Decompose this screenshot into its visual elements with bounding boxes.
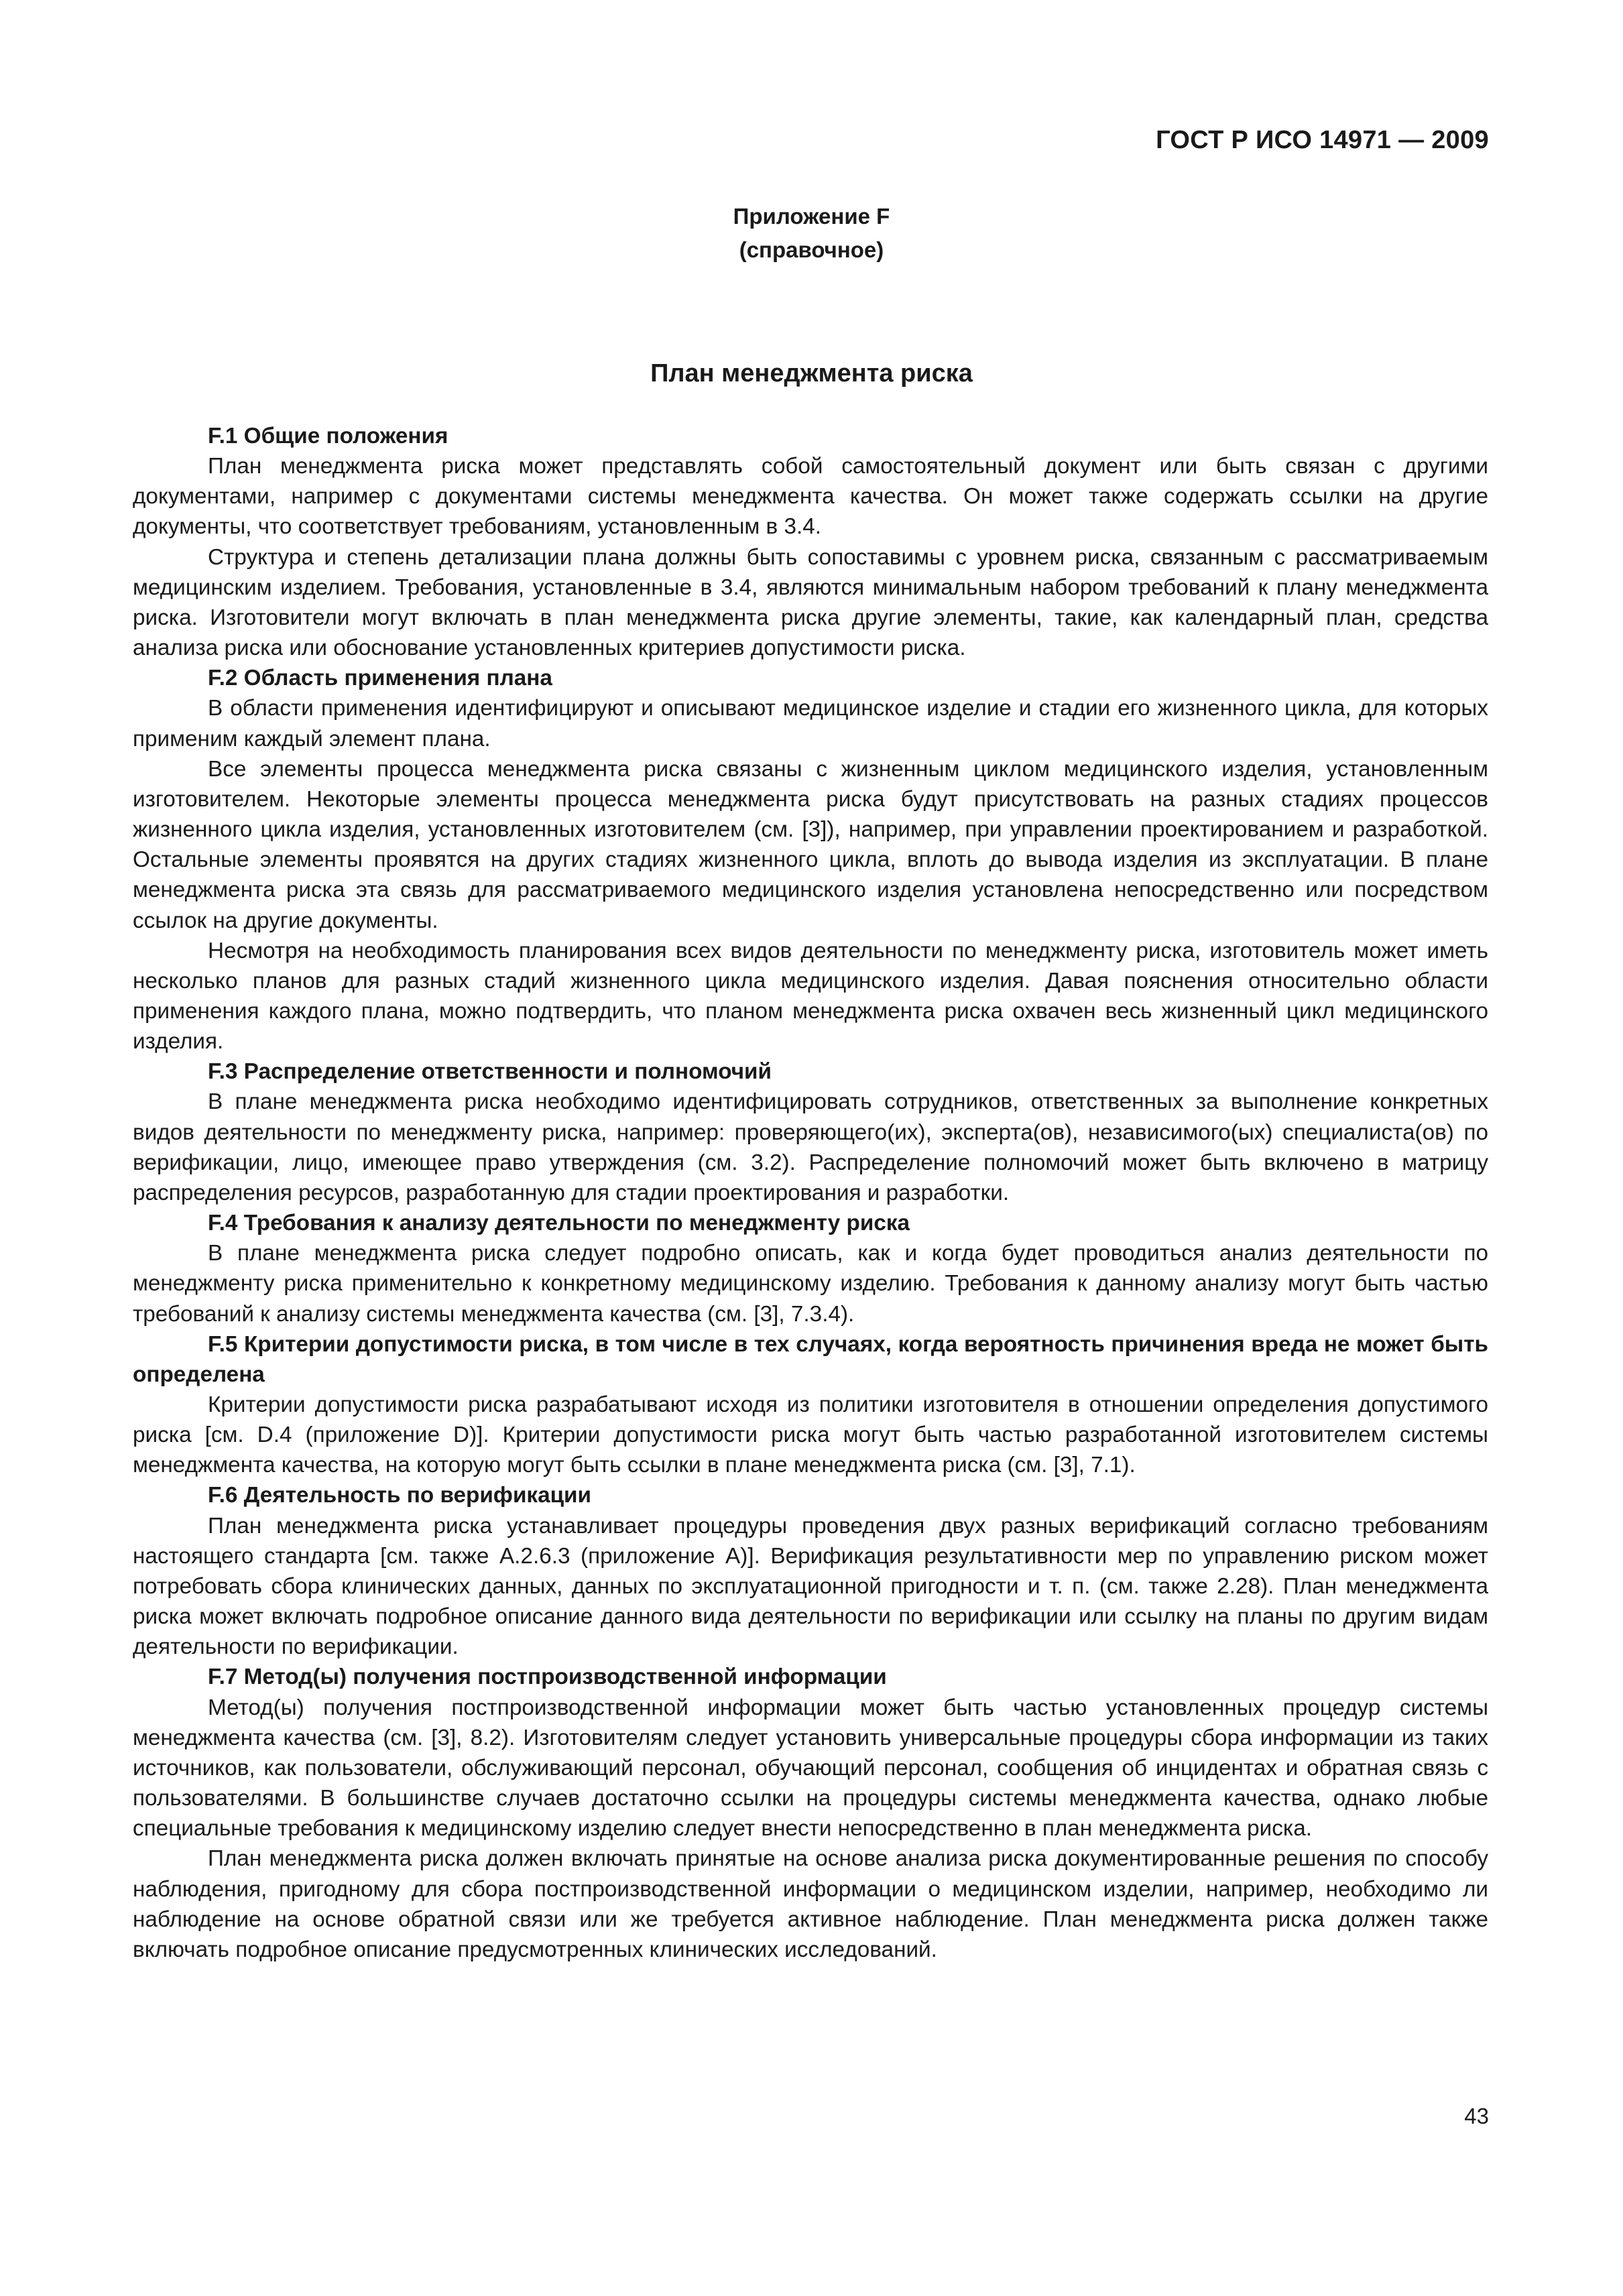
section-heading: F.1 Общие положения [208, 424, 448, 448]
paragraph: В плане менеджмента риска необходимо идентифицировать сотрудников, ответственных за выполнение конкретных видов деятельности по менеджменту риска, например: проверяющего(их), эксперта(ов), независимого(ых) специалиста(ов) по верификации, лицо, имеющее право утверждения (см. 3.2). Распределение полномочий может быть включено в матрицу распределения ресурсов, разработанную для стадии проектирования и разработки. [133, 1089, 1488, 1205]
paragraph: В области применения идентифицируют и описывают медицинское изделие и стадии его жизненного цикла, для которых применим каждый элемент плана. [133, 696, 1488, 751]
annex-heading [0, 200, 1623, 267]
paragraph: Метод(ы) получения постпроизводственной информации может быть частью установленных процедур системы менеджмента качества (см. [3], 8.2). Изготовителям следует установить универсальные процедуры сбора информации из таких источников, как пользователи, обслуживающий персонал, обучающий персонал, сообщения об инцидентах и обратная связь с пользователями. В большинстве случаев достаточно ссылки на процедуры системы менеджмента качества, однако любые специальные требования к медицинскому изделию следует внести непосредственно в план менеджмента риска. [133, 1695, 1488, 1841]
annex-title: Приложение F [733, 204, 890, 229]
section-heading: F.4 Требования к анализу деятельности по менеджменту риска [208, 1211, 910, 1236]
document-title: План менеджмента риска [650, 359, 973, 387]
paragraph: Все элементы процесса менеджмента риска связаны с жизненным циклом медицинского изделия, установленным изготовителем. Некоторые элементы процесса менеджмента риска будут присутствовать на разных стадиях процессов жизненного цикла изделия, установленных изготовителем (см. [3]), например, при управлении проектированием и разработкой. Остальные элементы проявятся на других стадиях жизненного цикла, вплоть до вывода изделия из эксплуатации. В плане менеджмента риска эта связь для рассматриваемого медицинского изделия установлена непосредственно или посредством ссылок на другие документы. [133, 756, 1488, 933]
document-body [133, 421, 1488, 1965]
paragraph: В плане менеджмента риска следует подробно описать, как и когда будет проводиться анализ деятельности по менеджменту риска применительно к конкретному медицинскому изделию. Требования к данному анализу могут быть частью требований к анализу системы менеджмента качества (см. [3], 7.3.4). [133, 1241, 1488, 1327]
section-heading: F.2 Область применения плана [208, 666, 552, 691]
paragraph: Структура и степень детализации плана должны быть сопоставимы с уровнем риска, связанным с рассматриваемым медицинским изделием. Требования, установленные в 3.4, являются минимальным набором требований к плану менеджмента риска. Изготовители могут включать в план менеджмента риска другие элементы, такие, как календарный план, средства анализа риска или обоснование установленных критериев допустимости риска. [133, 544, 1488, 661]
section-heading: F.7 Метод(ы) получения постпроизводственной информации [208, 1665, 887, 1690]
section-heading: F.5 Критерии допустимости риска, в том числе в тех случаях, когда вероятность причинения вреда не может быть определена [133, 1331, 1488, 1387]
paragraph: Критерии допустимости риска разрабатывают исходя из политики изготовителя в отношении определения допустимого риска [см. D.4 (приложение D)]. Критерии допустимости риска могут быть частью разработанной изготовителем системы менеджмента качества, на которую могут быть ссылки в плане менеджмента риска (см. [3], 7.1). [133, 1392, 1488, 1478]
section-heading: F.3 Распределение ответственности и полномочий [208, 1059, 772, 1085]
section-heading: F.6 Деятельность по верификации [208, 1483, 591, 1508]
paragraph: План менеджмента риска должен включать принятые на основе анализа риска документированные решения по способу наблюдения, пригодному для сбора постпроизводственной информации о медицинском изделии, например, необходимо ли наблюдение на основе обратной связи или же требуется активное наблюдение. План менеджмента риска должен также включать подробное описание предусмотренных клинических исследований. [133, 1846, 1488, 1962]
paragraph: Несмотря на необходимость планирования всех видов деятельности по менеджменту риска, изготовитель может иметь несколько планов для разных стадий жизненного цикла медицинского изделия. Давая пояснения относительно области применения каждого плана, можно подтвердить, что планом менеджмента риска охвачен весь жизненный цикл медицинского изделия. [133, 938, 1488, 1054]
paragraph: План менеджмента риска устанавливает процедуры проведения двух разных верификаций согласно требованиям настоящего стандарта [см. также А.2.6.3 (приложение А)]. Верификация результативности мер по управлению риском может потребовать сбора клинических данных, данных по эксплуатационной пригодности и т. п. (см. также 2.28). План менеджмента риска может включать подробное описание данного вида деятельности по верификации или ссылку на планы по другим видам деятельности по верификации. [133, 1513, 1488, 1660]
annex-type: (справочное) [739, 237, 884, 262]
page-number: 43 [1464, 2104, 1489, 2128]
paragraph: План менеджмента риска может представлять собой самостоятельный документ или быть связан с другими документами, например с документами системы менеджмента качества. Он может также содержать ссылки на другие документы, что соответствует требованиям, установленным в 3.4. [133, 454, 1488, 540]
standard-designation: ГОСТ Р ИСО 14971 — 2009 [1156, 126, 1489, 154]
